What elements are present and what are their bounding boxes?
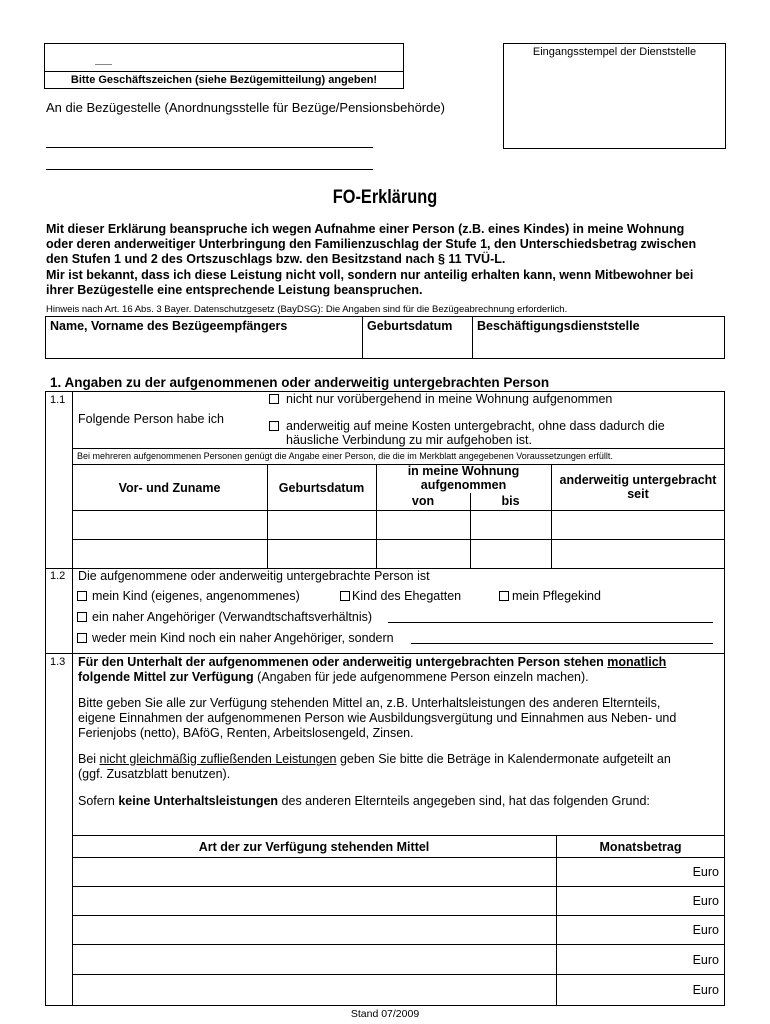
s11-option-home-checkbox[interactable] — [269, 394, 279, 404]
amount-currency: Euro — [692, 953, 719, 967]
reference-hint: Bitte Geschäftszeichen (siehe Bezügemitteilung) angeben! — [70, 74, 378, 86]
person-row-divider-1 — [72, 510, 725, 511]
s13-paragraph-irregular: Bei nicht gleichmäßig zufließenden Leistungen geben Sie bitte die Beträge in Kalendermonate aufgeteilt an (ggf. Zusatzblatt benutzen). — [78, 752, 671, 781]
s11-number: 1.1 — [50, 394, 66, 406]
footer-version: Stand 07/2009 — [350, 1008, 420, 1020]
s12-child-checkbox[interactable] — [77, 591, 87, 601]
col-recipient-birth: Geburtsdatum — [367, 319, 453, 333]
s12-neither-checkbox[interactable] — [77, 633, 87, 643]
stamp-label: Eingangsstempel der Dienststelle — [532, 46, 697, 58]
col-person-elsewhere: anderweitig untergebracht seit — [559, 473, 717, 501]
means-row-divider-2 — [72, 886, 725, 887]
reference-field-mark — [95, 64, 112, 65]
s11-option-home: nicht nur vorübergehend in meine Wohnung aufgenommen — [286, 392, 613, 406]
col-means: Art der zur Verfügung stehenden Mittel — [198, 840, 430, 854]
page-title: FO-Erklärung — [332, 187, 438, 208]
s11-label: Folgende Person habe ich — [78, 412, 224, 426]
s11-divider — [72, 448, 725, 449]
col-person-from: von — [411, 494, 435, 508]
amount-currency: Euro — [692, 923, 719, 937]
address-line-1[interactable] — [46, 147, 373, 148]
col-person-name: Vor- und Zuname — [118, 481, 221, 495]
amount-currency: Euro — [692, 983, 719, 997]
reference-divider — [44, 71, 404, 72]
person-col-divider-1 — [267, 464, 268, 568]
addressee: An die Bezügestelle (Anordnungsstelle für Bezüge/Pensionsbehörde) — [46, 100, 445, 115]
person-row-divider-2 — [72, 539, 725, 540]
s13-top-divider — [45, 653, 725, 654]
s12-foster-checkbox[interactable] — [499, 591, 509, 601]
s11-option-elsewhere-checkbox[interactable] — [269, 421, 279, 431]
amount-currency: Euro — [692, 865, 719, 879]
s12-relative-line[interactable] — [388, 622, 713, 623]
s13-paragraph-means: Bitte geben Sie alle zur Verfügung stehenden Mittel an, z.B. Unterhaltsleistungen des anderen Elternteils, eigene Einnahmen der aufgenommenen Person wie Ausbildungsvergütung und Einnahmen aus Neben- und Ferienjobs (netto), BAföG, Renten, Arbeitslosengeld, Zinsen. — [78, 696, 677, 740]
means-row-divider-3 — [72, 915, 725, 916]
section1-heading: 1. Angaben zu der aufgenommenen oder anderweitig untergebrachten Person — [50, 375, 550, 390]
means-row-divider-4 — [72, 944, 725, 945]
col-recipient-name: Name, Vorname des Bezügeempfängers — [50, 319, 288, 333]
s12-option-neither: weder mein Kind noch ein naher Angehöriger, sondern — [92, 631, 394, 645]
col-recipient-office: Beschäftigungsdienststelle — [477, 319, 640, 333]
s13-intro: Für den Unterhalt der aufgenommenen oder anderweitig untergebrachten Person stehen monatlich folgende Mittel zur Verfügung (Angaben für jede aufgenommene Person einzeln machen). — [78, 655, 667, 684]
s11-option-elsewhere: anderweitig auf meine Kosten untergebracht, ohne dass dadurch die häusliche Verbindung zu mir aufgehoben ist. — [286, 419, 665, 447]
s12-option-relative: ein naher Angehöriger (Verwandtschaftsverhältnis) — [92, 610, 373, 624]
stamp-box[interactable] — [503, 43, 726, 149]
address-line-2[interactable] — [46, 169, 373, 170]
col-amount: Monatsbetrag — [599, 840, 682, 854]
s12-option-spouse-child: Kind des Ehegatten — [352, 589, 462, 603]
privacy-note: Hinweis nach Art. 16 Abs. 3 Bayer. Datenschutzgesetz (BayDSG): Die Angaben sind für die Bezügeabrechnung erforderlich. — [46, 304, 568, 315]
col-person-home: in meine Wohnung aufgenommen — [407, 464, 520, 492]
s12-label: Die aufgenommene oder anderweitig untergebrachte Person ist — [78, 569, 430, 583]
amount-currency: Euro — [692, 894, 719, 908]
s13-number: 1.3 — [50, 656, 66, 668]
recipient-divider-2 — [472, 316, 473, 359]
recipient-divider-1 — [362, 316, 363, 359]
col-person-to: bis — [501, 494, 520, 508]
col-person-birth: Geburtsdatum — [278, 481, 365, 495]
means-col-divider — [556, 835, 557, 1006]
s12-option-foster: mein Pflegekind — [512, 589, 601, 603]
means-row-divider-1 — [72, 857, 725, 858]
s12-option-child: mein Kind (eigenes, angenommenes) — [92, 589, 300, 603]
intro-text: Mit dieser Erklärung beanspruche ich wegen Aufnahme einer Person (z.B. eines Kindes) in meine Wohnung oder deren anderweitiger Unterbringung den Familienzuschlag der Stufe 1, den Unterschiedsbetrag zwischen den Stufen 1 und 2 des Ortszuschlags bzw. den Besitzstand nach § 11 TVÜ-L. Mir ist bekannt, dass ich diese Leistung nicht voll, sondern nur anteilig erhalten kann, wenn Mitbewohner bei ihrer Bezügestelle eine entsprechende Leistung beanspruchen. — [46, 222, 697, 297]
s11-multi-note: Bei mehreren aufgenommenen Personen genügt die Angabe einer Person, die die im Merkblatt angegebenen Voraussetzungen erfüllt. — [77, 451, 613, 461]
means-table-top — [72, 835, 725, 836]
s12-relative-checkbox[interactable] — [77, 612, 87, 622]
s12-spouse-child-checkbox[interactable] — [340, 591, 350, 601]
s12-number: 1.2 — [50, 570, 66, 582]
s12-neither-line[interactable] — [411, 643, 713, 644]
means-row-divider-5 — [72, 974, 725, 975]
s13-paragraph-reason: Sofern keine Unterhaltsleistungen des anderen Elternteils angegeben sind, hat das folgenden Grund: — [78, 794, 650, 808]
